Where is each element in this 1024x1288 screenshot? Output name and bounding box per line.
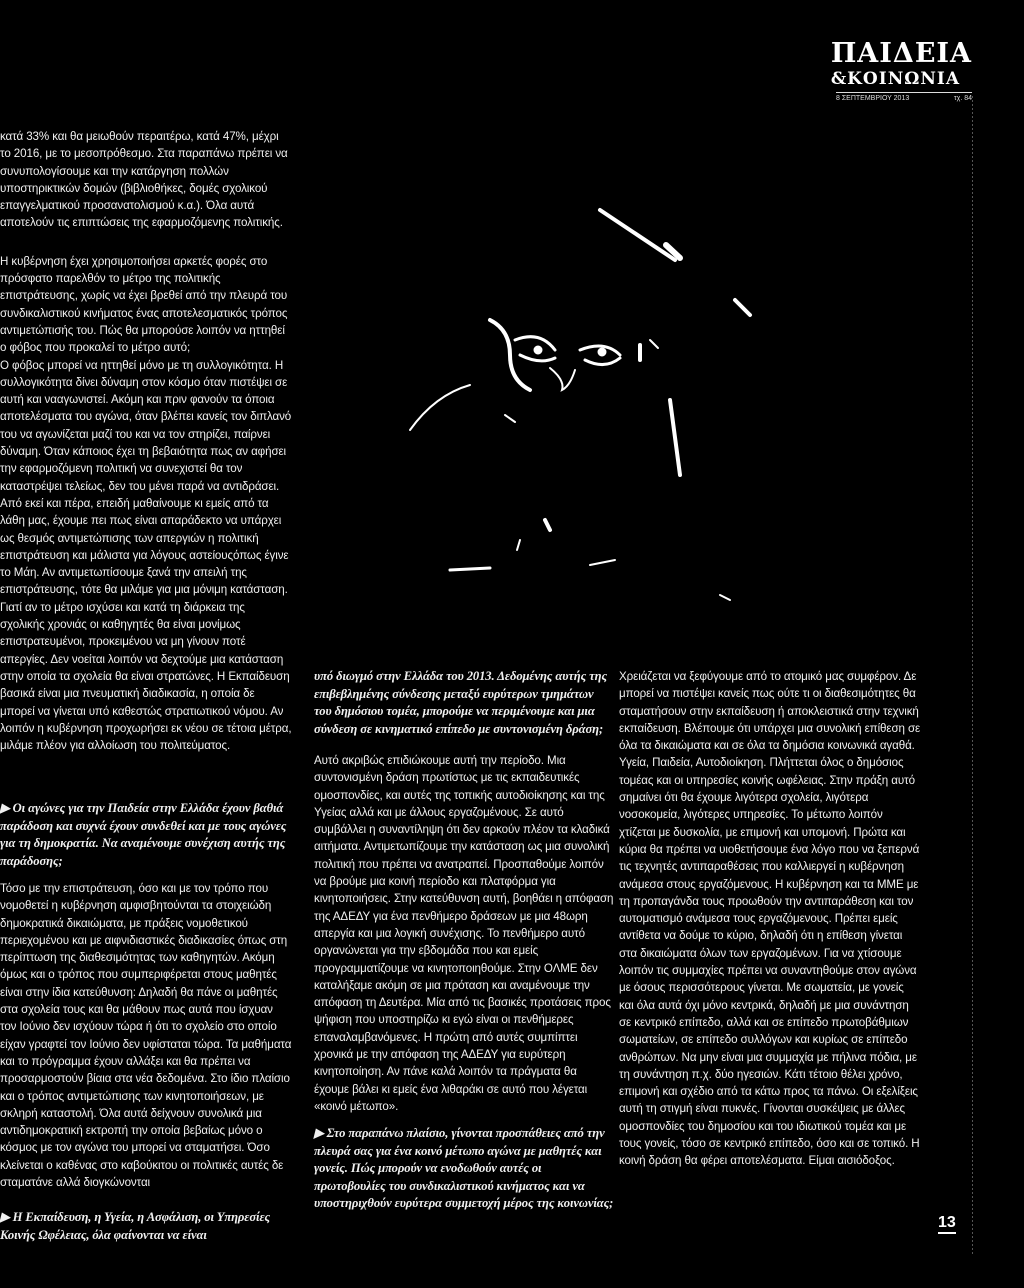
interview-question: ▶ Στο παραπάνω πλαίσιο, γίνονται προσπάθειες από την πλευρά σας για ένα κοινό μέτωπο αγώνα με μαθητές και γονείς. Πώς μπορούν να ενοδωθούν αυτές οι πρωτοβουλίες του συνδικαλιστικού κινήματος και να υποστηριχθούν ευρύτερα συμμετοχή μέρος της κοινωνίας; <box>314 1126 614 1211</box>
page-number: 13 <box>938 1214 956 1234</box>
section-subtitle: &ΚΟΙΝΩΝΙΑ <box>830 69 961 89</box>
section-title: ΠΑΙΔΕΙΑ <box>830 38 972 69</box>
paragraph: Η κυβέρνηση έχει χρησιμοποιήσει αρκετές φορές στο πρόσφατο παρελθόν το μέτρο της πολιτικής επιστράτευσης, χωρίς να έχει βρεθεί από την πλευρά του συνδικαλιστικού κινήματος ένας αποτελεσματικός τρόπος αντιμετώπισής του. Πώς θα μπορούσε λοιπόν να ηττηθεί ο φόβος που προκαλεί το μέτρο αυτό; <box>0 254 288 355</box>
section-masthead <box>831 40 972 89</box>
issue-number: τχ. 84 <box>953 95 972 102</box>
interview-question: ▶ Οι αγώνες για την Παιδεία στην Ελλάδα έχουν βαθιά παράδοση και συχνά έχουν συνδεθεί και με τους αγώνες για τη δημοκρατία. Να αναμένουμε συνέχιση αυτής της παράδοσης; <box>0 801 287 868</box>
issue-date: 8 ΣΕΠΤΕΜΒΡΙΟΥ 2013 <box>836 95 910 102</box>
column-3 <box>619 668 921 1170</box>
dateline <box>836 92 972 102</box>
owl-illustration <box>390 190 790 610</box>
column-1-top <box>0 128 292 754</box>
paragraph: Αυτό ακριβώς επιδιώκουμε αυτή την περίοδο. Μια συντονισμένη δράση πρωτίστως με τις εκπαιδευτικές ομοσπονδίες, και αυτές της τοπικής αυτοδιοίκησης και της Υγείας αλλά και με άλλους εργαζομένους. Σε αυτό συμβάλλει η συναντίληψη ότι δεν αρκούν πλέον τα κλαδικά αιτήματα. Αντιμετωπίζουμε την κατάσταση ως μια συνολική πολιτική που πρέπει να ανατραπεί. Προσπαθούμε λοιπόν να βρούμε μια κοινή περίοδο και πλατφόρμα για κινητοποιήσεις. Στην κατεύθυνση αυτή, βοηθάει η απόφαση της ΑΔΕΔΥ για ένα πενθήμερο δράσεων με μια 48ωρη απεργία και μια λογική συνέχισης. Το πενθήμερο αυτό οργανώνεται για την εβδομάδα που και εμείς προγραμματίζουμε να κινητοποιηθούμε. Στην ΟΛΜΕ δεν καταλήξαμε ακόμη σε μια πρόταση και αναμένουμε την απόφαση τη Δευτέρα. Μία από τις βασικές προτάσεις προς ψήφιση που υποστηρίζω κι εγώ είναι οι πενθήμερες επαναλαμβανόμενες. Η πρώτη από αυτές συμπίπτει χρονικά με την απόφαση της ΑΔΕΔΥ για ευρύτερη κινητοποίηση. Αν πάνε καλά λοιπόν τα πράγματα θα έχουμε βάλει κι εμείς ένα λιθαράκι σε αυτό που λέγεται «κοινό μέτωπο». <box>314 754 614 1113</box>
interview-question: ▶ Η Εκπαίδευση, η Υγεία, η Ασφάλιση, οι Υπηρεσίες Κοινής Ωφέλειας, όλα φαίνονται να είναι <box>0 1210 271 1242</box>
interview-question: υπό διωγμό στην Ελλάδα του 2013. Δεδομένης αυτής της επιβεβλημένης σύνδεσης μεταξύ ευρύτερων τμημάτων του δημόσιου τομέα, μπορούμε να περιμένουμε και μια σύνδεση σε κινηματικό επίπεδο με συντονισμένη δράση; <box>314 669 607 736</box>
column-rule <box>972 96 973 1256</box>
paragraph: Χρειάζεται να ξεφύγουμε από το ατομικό μας συμφέρον. Δε μπορεί να πιστέψει κανείς πως ούτε τι οι διαθεσιμότητες θα σταματήσουν στην εκπαίδευση ή αποκλειστικά στην τεχνική εκπαίδευση. Βλέπουμε ότι υπάρχει μια συνολική επίθεση σε όλα τα δικαιώματα και σε όλα τα δημόσια κοινωνικά αγαθά. Υγεία, Παιδεία, Αυτοδιοίκηση. Πλήττεται όλος ο δημόσιος τομέας και οι υπηρεσίες κοινής ωφέλειας. Στην πράξη αυτό σημαίνει ότι θα έχουμε λιγότερα σχολεία, λιγότερα νοσοκομεία, λιγότερες υπηρεσίες. Το μέτωπο λοιπόν χτίζεται με δυσκολία, με επιμονή και υπομονή. Πρώτα και κύρια θα πρέπει να υιοθετήσουμε ένα λόγο που να ξεπερνά τις τεχνητές αντιπαραθέσεις που καλλιεργεί η κυβέρνηση ανάμεσα στους εργαζόμενους. Η κυβέρνηση και τα ΜΜΕ με τη προπαγάνδα τους προωθούν την αντιπαράθεση και τον αυτοματισμό ανάμεσα τους εργαζόμενους. Πρέπει εμείς αντίθετα να δούμε το κύριο, δηλαδή ότι η επίθεση γίνεται στα δικαιώματα όλων των εργαζομένων. Για να χτίσουμε λοιπόν τις συμμαχίες πρέπει να συναντηθούμε στον αγώνα με όσους περισσότερους γίνεται. Με σωματεία, με γονείς και όλα αυτά όχι μόνο κεντρικά, δηλαδή με μια συνάντηση σε κεντρικό επίπεδο, αλλά και σε επίπεδο πρωτοβάθμιων σωματείων, σε επίπεδο συλλόγων και κυρίως σε επίπεδο ανθρώπων. Να μην είναι μια συμμαχία με πήλινα πόδια, με τη συνάντηση π.χ. δύο ηγεσιών. Κάτι τέτοιο θέλει χρόνο, επιμονή και σχέδιο από τα κάτω προς τα πάνω. Οι εξελίξεις αυτή τη στιγμή είναι πυκνές. Γίνονται συσκέψεις με άλλες ομοσπονδίες του δημοσίου και του ιδιωτικού τομέα και με τους γονείς, τόσο σε κεντρικό επίπεδο, όσο και σε τοπικό. Η κοινή δράση θα φέρει αποτελέσματα. Είμαι αισιόδοξος. <box>619 670 921 1168</box>
column-1-bottom <box>0 800 292 1244</box>
paragraph: Ο φόβος μπορεί να ηττηθεί μόνο με τη συλλογικότητα. Η συλλογικότητα δίνει δύναμη στον κόσμο όταν πιστέψει σε αυτή και νααγωνιστεί. Ακόμη και πριν φανούν τα όποια αποτελέσματα του αγώνα, όταν βλέπει κανείς τον διπλανό του να αγωνίζεται μαζί του και να τον στηρίζει, παίρνει δύναμη. Όταν κάποιος έχει τη βεβαιότητα πως αν αφήσει την εφαρμοζόμενη πολιτική να συνεχιστεί θα τον καταστρέψει τελείως, δεν του μένει παρά να αντιδράσει. Από εκεί και πέρα, επειδή μαθαίνουμε κι εμείς από τα λάθη μας, έχουμε πει πως είναι απαράδεκτο να υπάρχει ως θεσμός αντιμετώπισης των απεργιών η πολιτική επιστράτευση και μάλιστα για λόγους αστείουςόπως έγινε το Μάη. Αν αντιμετωπίσουμε ξανά την απειλή της επιστράτευσης, τότε θα μιλάμε για μια μόνιμη κατάσταση. Γιατί αν το μέτρο ισχύσει και κατά τη διάρκεια της σχολικής χρονιάς οι καθηγητές θα είναι μονίμως επιστρατευμένοι, προκειμένου να μη γίνουν ποτέ απεργίες. Δεν νοείται λοιπόν να δεχτούμε μια κατάσταση στην οποία τα σχολεία θα είναι στρατώνες. Η Εκπαίδευση βασικά είναι μια πνευματική διαδικασία, η οποία δε μπορεί να γίνεται υπό καθεστώς στρατιωτικού νόμου. Αν λοιπόν η κυβέρνηση προχωρήσει εκ νέου σε τέτοια μέτρα, μιλάμε πλέον για αλλοίωση του πολιτεύματος. <box>0 358 292 753</box>
paragraph: Τόσο με την επιστράτευση, όσο και με τον τρόπο που νομοθετεί η κυβέρνηση αμφισβητούνται τα στοιχειώδη δημοκρατικά δικαιώματα, με πράξεις νομοθετικού περιεχομένου και με αιφνιδιαστικές διαδικασίες όπως στη περίπτωση της διαθεσιμότητας των καθηγητών. Ακόμη όμως και ο τρόπος που συμπεριφέρεται στους μαθητές είναι στην ίδια κατεύθυνση: Δηλαδή θα πάνε οι μαθητές στα σχολεία τους και θα μάθουν πως αυτά που ίσχυαν τον Ιούνιο δεν ισχύουν τώρα ή ότι το σχολείο στο οποίο είχαν γραφτεί τον Ιούνιο δεν υφίσταται τώρα. Τα μαθήματα και το πρόγραμμα έχουν αλλάξει και θα πρέπει να προσαρμοστούν βίαια στα νέα δεδομένα. Στο ίδιο πλαίσιο και ο τρόπος αντιμετώπισης των κινητοποιήσεων, με σκληρή καταστολή. Όλα αυτά δείχνουν συνολικά μια αντιδημοκρατική εκτροπή την οποία βεβαίως μόνο ο κόσμος με τον αγώνα του μπορεί να σταματήσει. Όσο κλείνεται ο καθένας στο καβούκιτου οι πολιτικές αυτές δε σταματάνε αλλά διογκώνονται <box>0 882 292 1190</box>
column-2 <box>314 668 614 1213</box>
paragraph: κατά 33% και θα μειωθούν περαιτέρω, κατά 47%, μέχρι το 2016, με το μεσοπρόθεσμο. Στα παραπάνω πρέπει να συνυπολογίσουμε και την κατάργηση πολλών υποστηρικτικών δομών (βιβλιοθήκες, δομές σχολικού επαγγελματικού προσανατολισμού κ.α.). Όλα αυτά αποτελούν τις επιπτώσεις της εφαρμοζόμενης πολιτικής. <box>0 130 288 230</box>
